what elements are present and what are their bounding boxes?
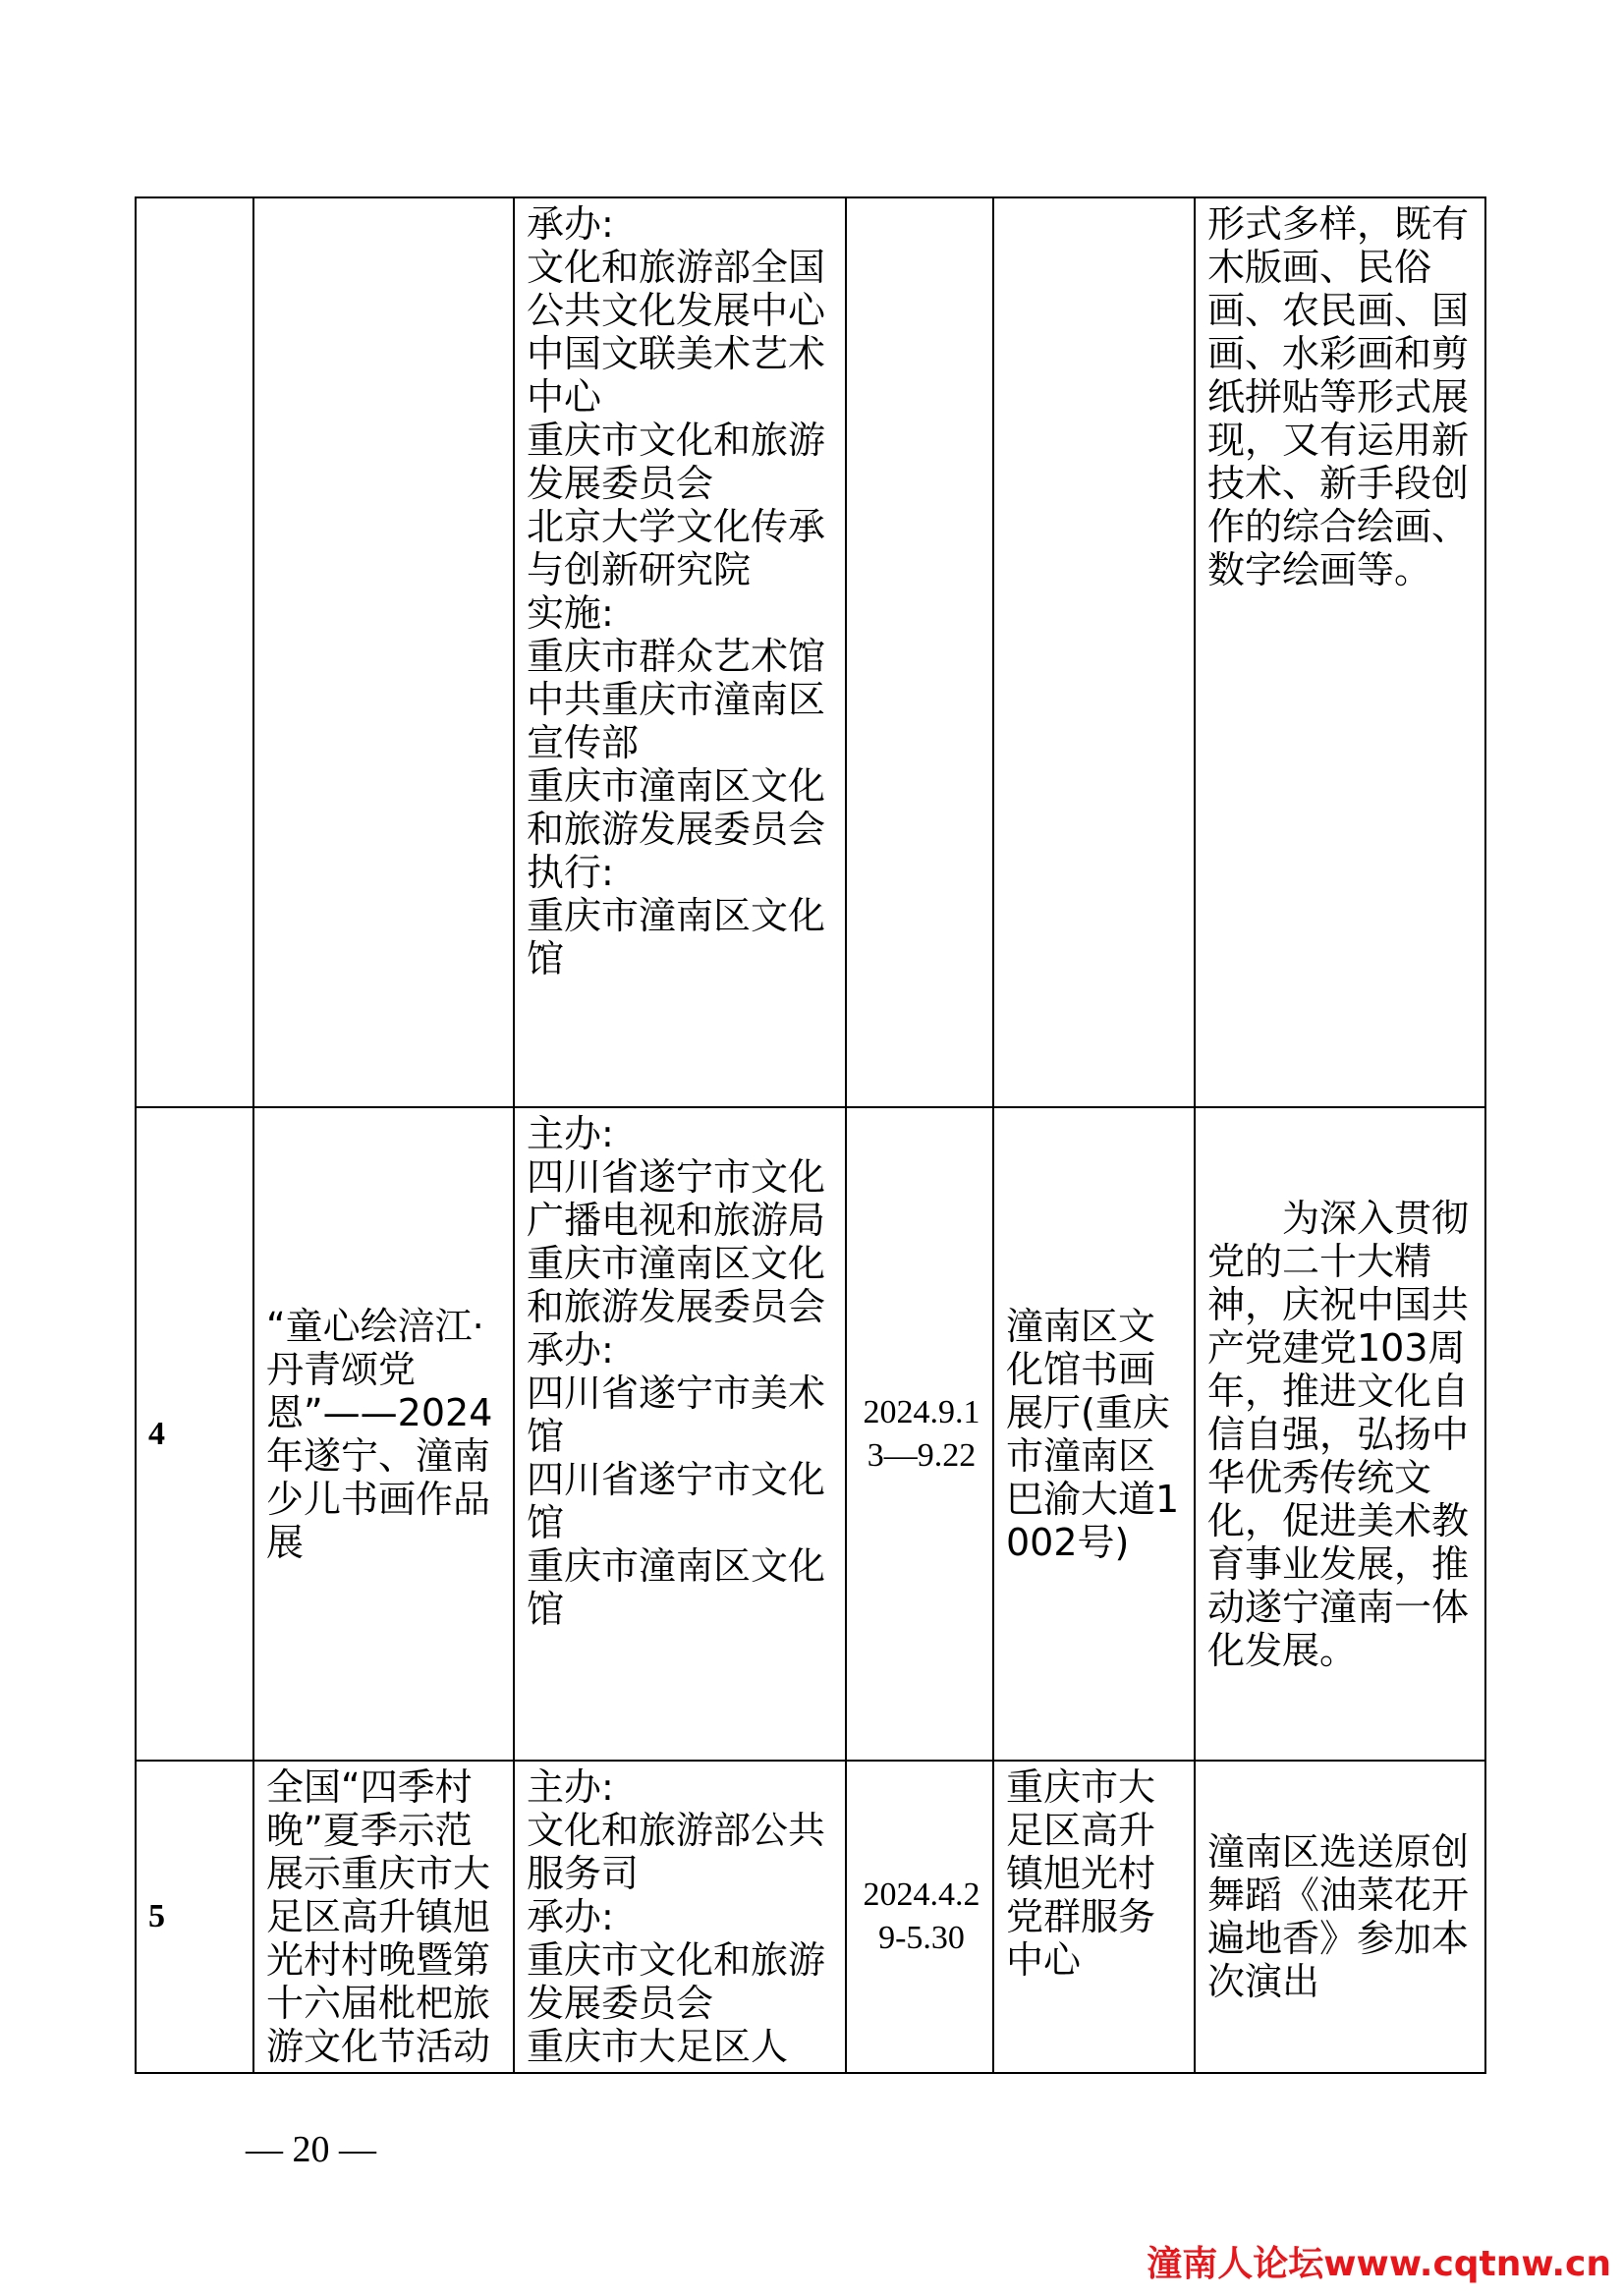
table-row (136, 197, 1485, 1107)
organizer-line: 重庆市潼南区文化馆 (527, 1544, 826, 1631)
organizer-line: 文化和旅游部全国公共文化发展中心 (527, 246, 826, 332)
row-description-cell: 潼南区选送原创舞蹈《油菜花开遍地香》参加本次演出 (1195, 1761, 1485, 2073)
organizer-line: 重庆市大足区人 (527, 2025, 789, 2068)
table-row (136, 1107, 1485, 1761)
organizer-line: 重庆市文化和旅游发展委员会 (527, 1938, 826, 2025)
organizer-line: 重庆市群众艺术馆 (527, 635, 826, 678)
watermark: 潼南人论坛www.cqtnw.cn (1147, 2244, 1611, 2284)
row-organizers-cell (514, 1761, 846, 2073)
organizer-line: 重庆市潼南区文化馆 (527, 894, 826, 980)
row-date-cell: 2024.9.13—9.22 (846, 1107, 993, 1761)
organizer-line: 中国文联美术艺术中心 (527, 332, 826, 419)
organizer-line: 实施: (527, 591, 614, 635)
organizer-line: 承办: (527, 1895, 614, 1938)
row-title-cell: 全国“四季村晚”夏季示范展示重庆市大足区高升镇旭光村村晚暨第十六届枇杷旅游文化节活动 (253, 1761, 514, 2073)
row-number-cell: 4 (136, 1107, 253, 1761)
organizer-line: 北京大学文化传承与创新研究院 (527, 505, 826, 591)
organizer-line: 承办: (527, 202, 614, 246)
organizer-line: 主办: (527, 1765, 614, 1809)
organizer-line: 主办: (527, 1112, 614, 1155)
row-date-cell: 2024.4.29-5.30 (846, 1761, 993, 2073)
organizer-line: 四川省遂宁市文化广播电视和旅游局 (527, 1155, 826, 1242)
row-number-cell (136, 197, 253, 1107)
row-organizers-cell (514, 197, 846, 1107)
row-organizers-cell (514, 1107, 846, 1761)
organizer-line: 执行: (527, 851, 614, 894)
organizer-line: 承办: (527, 1328, 614, 1372)
table-row (136, 1761, 1485, 2073)
organizer-line: 重庆市潼南区文化和旅游发展委员会 (527, 764, 826, 851)
activity-table (135, 196, 1486, 2074)
organizer-line: 重庆市潼南区文化和旅游发展委员会 (527, 1242, 826, 1328)
organizer-line: 四川省遂宁市文化馆 (527, 1458, 826, 1544)
row-date-cell (846, 197, 993, 1107)
row-description-cell: 为深入贯彻党的二十大精神，庆祝中国共产党建党103周年，推进文化自信自强，弘扬中华优秀传统文化，促进美术教育事业发展，推动遂宁潼南一体化发展。 (1195, 1107, 1485, 1761)
row-number-cell: 5 (136, 1761, 253, 2073)
row-venue-cell: 重庆市大足区高升镇旭光村党群服务中心 (993, 1761, 1195, 2073)
row-venue-cell: 潼南区文化馆书画展厅(重庆市潼南区巴渝大道1002号) (993, 1107, 1195, 1761)
organizer-line: 四川省遂宁市美术馆 (527, 1372, 826, 1458)
row-description-cell: 形式多样，既有木版画、民俗画、农民画、国画、水彩画和剪纸拼贴等形式展现，又有运用新技术、新手段创作的综合绘画、数字绘画等。 (1195, 197, 1485, 1107)
row-title-cell: “童心绘涪江·丹青颂党恩”——2024年遂宁、潼南少儿书画作品展 (253, 1107, 514, 1761)
organizer-line: 文化和旅游部公共服务司 (527, 1809, 826, 1895)
row-title-cell (253, 197, 514, 1107)
page-number: — 20 — (246, 2129, 376, 2170)
row-venue-cell (993, 197, 1195, 1107)
organizer-line: 中共重庆市潼南区宣传部 (527, 678, 826, 764)
organizer-line: 重庆市文化和旅游发展委员会 (527, 419, 826, 505)
